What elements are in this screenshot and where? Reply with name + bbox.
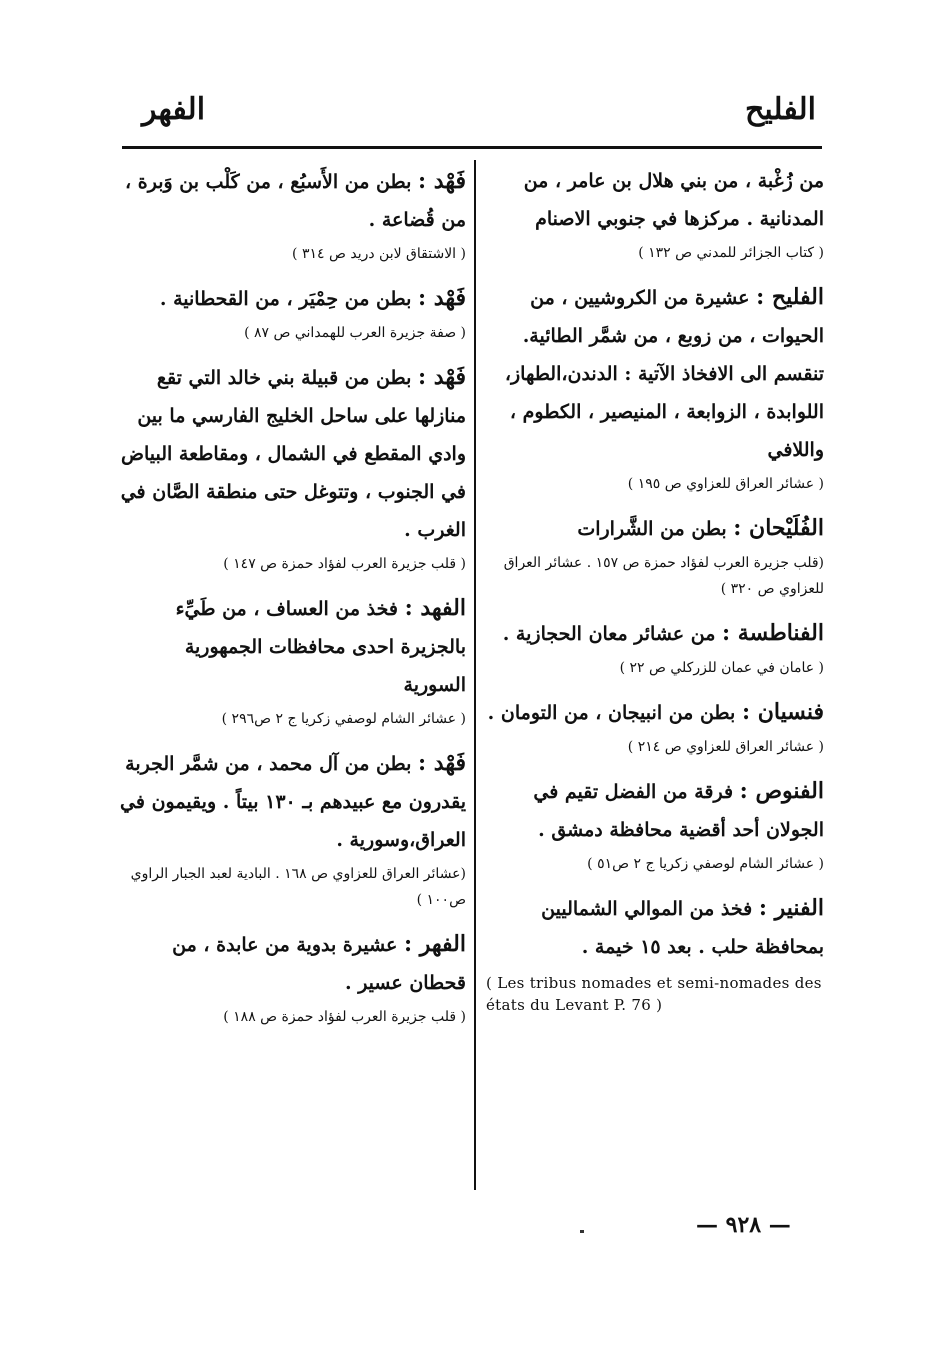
entry-alfulayhan: الفُلَيْحان : بطن من الشَّرارات: [577, 515, 824, 541]
headword: الفنوص :: [739, 778, 824, 804]
reference: ( قلب جزيرة العرب لفؤاد حمزة ص ١٤٧ ): [223, 556, 466, 572]
reference: (عشائر العراق للعزاوي ص ١٦٨ . البادية لعبد الجبار الراوي ص١٠٠ ): [130, 866, 466, 908]
headword: الفنير :: [758, 895, 824, 921]
headword: فَهْد :: [418, 364, 466, 390]
reference: (قلب جزيرة العرب لفؤاد حمزة ص ١٥٧ . عشائر العراق للعزاوي ص ٣٢٠ ): [503, 555, 824, 597]
reference: ( عشائر الشام لوصفي زكريا ج ٢ ص٥١ ): [587, 856, 824, 872]
headword: الفناطسة :: [722, 620, 824, 646]
entry-alfahd: الفهد : فخذ من العساف ، من طَيِّء بالجزيرة احدى محافظات الجمهورية السورية: [175, 595, 466, 696]
entry-alfunus: الفنوص : فرقة من الفضل تقيم في الجولان أحد أقضية محافظة دمشق .: [533, 778, 824, 841]
ink-speck: [580, 1230, 584, 1233]
headword: الفهر :: [403, 931, 466, 957]
reference: ( عامان في عمان للزركلي ص ٢٢ ): [619, 660, 824, 676]
entry-alfulayh: الفليح : عشيرة من الكروشيين ، من الحيوات ، من زوبع ، من شمَّر الطائية. تنقسم الى الافخاذ الآتية : الدندن،الطهاز، اللوابدة ، الزوابعة ، المنيصير ، الكطوم ، واللافي: [504, 284, 824, 461]
entry-continuation: من زُغْبة ، من بني هلال بن عامر ، من المدنانية . مركزها في جنوبي الاصنام: [523, 170, 824, 230]
reference: ( عشائر العراق للعزاوي ص ٢١٤ ): [627, 739, 824, 755]
reference: ( عشائر العراق للعزاوي ص ١٩٥ ): [627, 476, 824, 492]
reference: ( صفة جزيرة العرب للهمداني ص ٨٧ ): [244, 325, 466, 341]
headword: فَهْد :: [418, 285, 466, 311]
left-column: [120, 162, 466, 1042]
header-rule: [122, 146, 822, 149]
headword: فَهْد :: [418, 168, 466, 194]
reference: ( كتاب الجزائر للمدني ص ١٣٢ ): [638, 245, 824, 261]
entry-fahd-3: فَهْد : بطن من قبيلة بني خالد التي تقع منازلها على ساحل الخليج الفارسي ما بين وادي المقطع في الشمال ، ومقاطعة البياض في الجنوب ، وتتوغل حتى منطقة الصَّان في الغرب .: [120, 364, 466, 541]
headword: فَهْد :: [418, 750, 466, 776]
reference: ( قلب جزيرة العرب لفؤاد حمزة ص ١٨٨ ): [223, 1009, 466, 1025]
entry-fahd-1: فَهْد : بطن من الأَسبُع ، من كَلْب بن وَبرة ، من قُضاعة .: [125, 168, 466, 231]
entry-fahd-2: فَهْد : بطن من حِمْيَر ، من القحطانية .: [159, 285, 466, 311]
right-column: [486, 162, 824, 1016]
entry-alfanatisa: الفناطسة : من عشائر معان الحجازية .: [502, 620, 824, 646]
headword: الفُلَيْحان :: [733, 515, 824, 541]
entry-alfunayr: الفنير : فخذ من الموالي الشماليين بمحافظة حلب . بعد ١٥ خيمة .: [541, 895, 824, 958]
column-divider: [474, 160, 476, 1190]
reference-latin: ( Les tribus nomades et semi-nomades des états du Levant P. 76 ): [486, 974, 822, 1014]
headword: الفليح :: [756, 284, 824, 310]
entry-alfahr: الفهر : عشيرة بدوية من عابدة ، من قحطان عسير .: [172, 931, 466, 994]
entry-fansiyan: فنسيان : بطن من انبيجان ، من التومان .: [487, 699, 824, 725]
running-head-right: الفليح: [744, 92, 816, 127]
reference: ( الاشتقاق لابن دريد ص ٣١٤ ): [292, 246, 466, 262]
reference: ( عشائر الشام لوصفي زكريا ج ٢ ص٢٩٦ ): [221, 711, 466, 727]
running-head-left: الفهر: [142, 92, 206, 127]
entry-fahd-4: فَهْد : بطن من آل محمد ، من شمَّر الجربة يقدرون مع عبيدهم بـ ١٣٠ بيتاً . ويقيمون في العراق،وسورية .: [120, 750, 466, 851]
page-number: — ٩٢٨ —: [696, 1212, 791, 1238]
headword: فنسيان :: [741, 699, 824, 725]
headword: الفهد :: [404, 595, 466, 621]
